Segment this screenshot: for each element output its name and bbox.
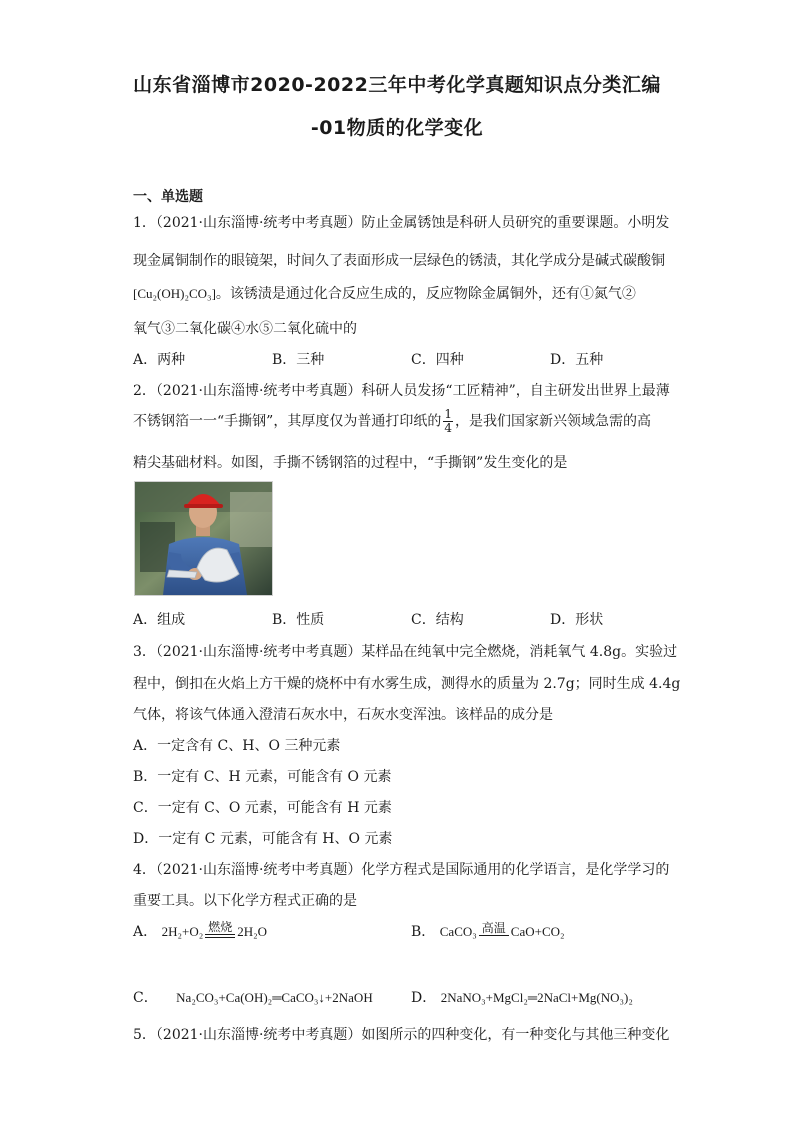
section-heading: 一、单选题 xyxy=(133,189,203,205)
condition-label: 高温 xyxy=(481,921,506,935)
q4-line2: 重要工具。以下化学方程式正确的是 xyxy=(133,893,357,909)
q4-line1: 4．（2021·山东淄博·统考中考真题）化学方程式是国际通用的化学语言，是化学学习的 xyxy=(133,862,670,878)
q3-option-d: D．一定有 C 元素，可能含有 H、O 元素 xyxy=(133,831,393,847)
equals-sign xyxy=(205,934,235,938)
option-label: C． xyxy=(133,990,158,1006)
document-title-line1: 山东省淄博市2020-2022三年中考化学真题知识点分类汇编 xyxy=(133,74,661,96)
equation: 2NaNO₃+MgCl₂═2NaCl+Mg(NO₃)₂ xyxy=(440,990,633,1005)
q3-option-b: B．一定有 C、H 元素，可能含有 O 元素 xyxy=(133,769,392,785)
option-label: D． xyxy=(411,990,437,1006)
q1-formula: [Cu₂(OH)₂CO₃] xyxy=(133,286,216,301)
equation-right: CaO+CO₂ xyxy=(510,924,565,939)
reaction-condition xyxy=(479,922,509,941)
q2-option-b: B．性质 xyxy=(272,612,325,628)
document-title-line2: -01物质的化学变化 xyxy=(310,117,484,139)
q1-option-d: D．五种 xyxy=(550,352,604,368)
q1-option-a: A．两种 xyxy=(133,352,186,368)
q1-line2: 现金属铜制作的眼镜架，时间久了表面形成一层绿色的锈渍，其化学成分是碱式碳酸铜 xyxy=(133,253,665,269)
q1-line3 xyxy=(133,283,636,303)
equation-right: 2H₂O xyxy=(237,924,268,939)
q1-line3-rest: 。该锈渍是通过化合反应生成的，反应物除金属铜外，还有①氮气② xyxy=(215,286,636,302)
q3-line2: 程中，倒扣在火焰上方干燥的烧杯中有水雾生成，测得水的质量为 2.7g；同时生成 4.4g xyxy=(133,676,681,692)
q4-option-b xyxy=(411,921,565,941)
equation-left: CaCO₃ xyxy=(439,924,477,939)
q1-line1: 1．（2021·山东淄博·统考中考真题）防止金属锈蚀是科研人员研究的重要课题。小明发 xyxy=(133,215,670,231)
q2-line1: 2．（2021·山东淄博·统考中考真题）科研人员发扬“工匠精神”，自主研发出世界上最薄 xyxy=(133,383,670,399)
fraction-denominator: 4 xyxy=(444,421,452,435)
q3-option-c: C．一定有 C、O 元素，可能含有 H 元素 xyxy=(133,800,392,816)
q1-option-c: C．四种 xyxy=(411,352,464,368)
q3-line3: 气体，将该气体通入澄清石灰水中，石灰水变浑浊。该样品的成分是 xyxy=(133,707,553,723)
q2-line2-a: 不锈钢箔一一“手撕钢”，其厚度仅为普通打印纸的 xyxy=(133,413,442,430)
q2-fraction xyxy=(443,408,453,435)
worker-photo xyxy=(134,481,273,596)
equation-left: 2H₂+O₂ xyxy=(161,924,204,939)
q4-option-a xyxy=(133,921,267,941)
q4-option-d xyxy=(411,987,633,1007)
q5-line1: 5．（2021·山东淄博·统考中考真题）如图所示的四种变化，有一种变化与其他三种变化 xyxy=(133,1027,670,1043)
q2-line2 xyxy=(133,408,651,435)
equation: Na₂CO₃+Ca(OH)₂═CaCO₃↓+2NaOH xyxy=(176,990,373,1005)
q4-option-c xyxy=(133,987,373,1007)
q3-line1: 3．（2021·山东淄博·统考中考真题）某样品在纯氧中完全燃烧，消耗氧气 4.8g。实验过 xyxy=(133,644,678,660)
q2-line2-b: ，是我们国家新兴领域急需的高 xyxy=(454,413,651,430)
option-label: A． xyxy=(133,924,158,940)
q2-option-a: A．组成 xyxy=(133,612,186,628)
q2-option-c: C．结构 xyxy=(411,612,464,628)
arrow-line xyxy=(479,935,509,936)
q2-option-d: D．形状 xyxy=(550,612,604,628)
q3-option-a: A．一定含有 C、H、O 三种元素 xyxy=(133,738,341,754)
q1-option-b: B．三种 xyxy=(272,352,325,368)
q1-line4: 氧气③二氧化碳④水⑤二氧化硫中的 xyxy=(133,321,357,337)
q2-line3: 精尖基础材料。如图，手撕不锈钢箔的过程中，“手撕钢”发生变化的是 xyxy=(133,455,568,471)
condition-label: 燃烧 xyxy=(208,920,233,934)
option-label: B． xyxy=(411,924,436,940)
fraction-numerator: 1 xyxy=(444,407,452,421)
reaction-condition xyxy=(205,921,235,941)
